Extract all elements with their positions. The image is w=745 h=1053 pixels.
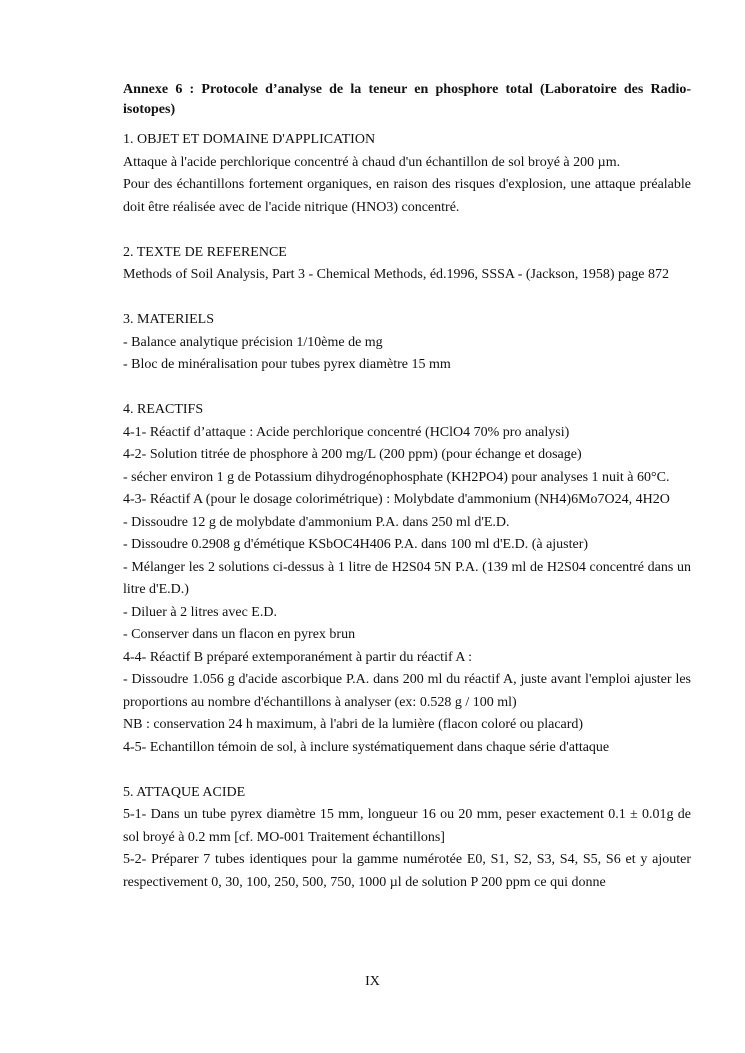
section-heading: 3. MATERIELS: [123, 312, 214, 327]
section-texte-reference: [123, 242, 691, 287]
paragraph-line: NB : conservation 24 h maximum, à l'abri de la lumière (flacon coloré ou placard): [123, 717, 584, 732]
paragraph-line: - Balance analytique précision 1/10ème de mg: [123, 334, 383, 350]
paragraph-line: - Conserver dans un flacon en pyrex brun: [123, 627, 356, 642]
paragraph-line: - Dissoudre 1.056 g d'acide ascorbique P.A. dans 200 ml du réactif A, juste avant l'emploi ajuster les proportions au nombre d'échantillons à analyser (ex: 0.528 g / 100 ml): [123, 672, 691, 710]
paragraph-line: - Dissoudre 0.2908 g d'émétique KSbOC4H406 P.A. dans 100 ml d'E.D. (à ajuster): [123, 537, 589, 552]
paragraph-line: Attaque à l'acide perchlorique concentré à chaud d'un échantillon de sol broyé à 200 µm.: [123, 154, 621, 170]
section-materiels: [123, 309, 691, 377]
paragraph-line: 4-3- Réactif A (pour le dosage colorimétrique) : Molybdate d'ammonium (NH4)6Mo7O24, 4H2O: [123, 492, 670, 507]
paragraph-line: 4-2- Solution titrée de phosphore à 200 mg/L (200 ppm) (pour échange et dosage): [123, 447, 582, 462]
section-objet: [123, 129, 691, 219]
document-page: [123, 80, 691, 917]
paragraph-line: - sécher environ 1 g de Potassium dihydrogénophosphate (KH2PO4) pour analyses 1 nuit à 60°C.: [123, 469, 670, 485]
paragraph-line: 4-4- Réactif B préparé extemporanément à partir du réactif A :: [123, 649, 473, 665]
document-title: Annexe 6 : Protocole d’analyse de la teneur en phosphore total (Laboratoire des Radio-isotopes): [123, 82, 691, 117]
paragraph-line: Pour des échantillons fortement organiques, en raison des risques d'explosion, une attaque préalable doit être réalisée avec de l'acide nitrique (HNO3) concentré.: [123, 177, 691, 215]
section-heading: 5. ATTAQUE ACIDE: [123, 784, 246, 800]
paragraph-line: Methods of Soil Analysis, Part 3 - Chemical Methods, éd.1996, SSSA - (Jackson, 1958) page 872: [123, 267, 669, 282]
paragraph-line: - Bloc de minéralisation pour tubes pyrex diamètre 15 mm: [123, 357, 451, 372]
paragraph-line: 4-5- Echantillon témoin de sol, à inclure systématiquement dans chaque série d'attaque: [123, 739, 610, 755]
paragraph-line: 5-2- Préparer 7 tubes identiques pour la gamme numérotée E0, S1, S2, S3, S4, S5, S6 et y ajouter respectivement 0, 30, 100, 250, 500, 750, 1000 µl de solution P 200 ppm ce qui donne: [123, 852, 691, 890]
section-heading: 2. TEXTE DE REFERENCE: [123, 244, 287, 260]
paragraph-line: - Mélanger les 2 solutions ci-dessus à 1 litre de H2S04 5N P.A. (139 ml de H2S04 concentré dans un litre d'E.D.): [123, 559, 691, 597]
paragraph-line: - Dissoudre 12 g de molybdate d'ammonium P.A. dans 250 ml d'E.D.: [123, 514, 510, 530]
paragraph-line: - Diluer à 2 litres avec E.D.: [123, 604, 277, 620]
section-reactifs: [123, 399, 691, 759]
paragraph-line: 4-1- Réactif d’attaque : Acide perchlorique concentré (HClO4 70% pro analysi): [123, 424, 570, 440]
section-attaque-acide: [123, 782, 691, 895]
section-heading: 4. REACTIFS: [123, 402, 204, 417]
paragraph-line: 5-1- Dans un tube pyrex diamètre 15 mm, longueur 16 ou 20 mm, peser exactement 0.1 ± 0.01g de sol broyé à 0.2 mm [cf. MO-001 Traitement échantillons]: [123, 807, 691, 845]
page-number: IX: [365, 974, 380, 989]
section-heading: 1. OBJET ET DOMAINE D'APPLICATION: [123, 132, 376, 147]
